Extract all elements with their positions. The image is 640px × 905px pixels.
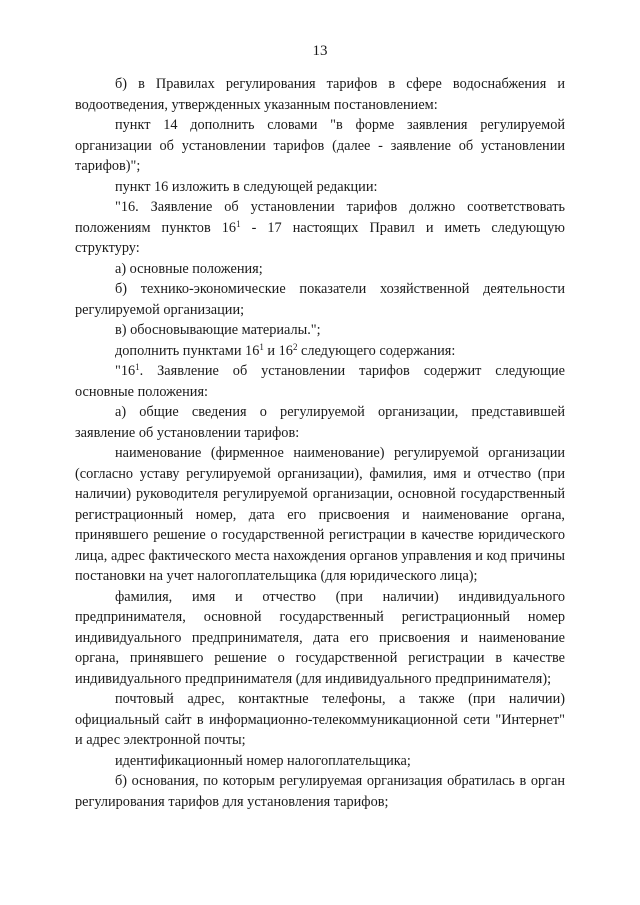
superscript: 1	[259, 341, 264, 352]
paragraph: а) основные положения;	[115, 260, 263, 277]
paragraph: фамилия, имя и отчество (при наличии) индивидуального предпринимателя, основной государственный регистрационный номер индивидуального предпринимателя, дата его присвоения и наименование органа, принявшего решение о государственной регистрации в качестве индивидуального предпринимателя (для индивидуального предпринимателя);	[75, 588, 565, 687]
superscript: 1	[135, 362, 140, 372]
paragraph: пункт 14 дополнить словами "в форме заявления регулируемой организации об установлении тарифов (далее - заявление об установлении тарифов)";	[75, 117, 565, 174]
paragraph: дополнить пунктами $16^1$ и $16^2$ следующего содержания:	[115, 341, 456, 359]
paragraph: пункт 16 изложить в следующей редакции:	[115, 178, 378, 195]
paragraph: почтовый адрес, контактные телефоны, а также (при наличии) официальный сайт в информационно-телекоммуникационной сети "Интернет" и адрес электронной почты;	[75, 691, 565, 748]
document-body	[75, 74, 565, 812]
paragraph: б) технико-экономические показатели хозяйственной деятельности регулируемой организации;	[75, 281, 565, 318]
paragraph: в) обосновывающие материалы.";	[115, 322, 321, 338]
superscript: 1	[236, 218, 241, 229]
paragraph: идентификационный номер налогоплательщика;	[115, 752, 411, 769]
paragraph: "$16^1$. Заявление об установлении тарифов содержит следующие основные положения:	[75, 362, 565, 400]
paragraph: б) основания, по которым регулируемая организация обратилась в орган регулирования тарифов для установления тарифов;	[75, 773, 565, 810]
superscript: 2	[292, 341, 298, 352]
page-number: 13	[312, 43, 328, 59]
paragraph: "16. Заявление об установлении тарифов должно соответствовать положениям пунктов $16^1 - 17$ настоящих Правил и иметь следующую структуру:	[75, 199, 565, 256]
paragraph: наименование (фирменное наименование) регулируемой организации (согласно уставу регулируемой организации), фамилия, имя и отчество (при наличии) руководителя регулируемой организации, основной государственный регистрационный номер, дата его присвоения и наименование органа, принявшего решение о государственной регистрации в качестве юридического лица, адрес фактического места нахождения органов управления и код причины постановки на учет налогоплательщика (для юридического лица);	[75, 445, 565, 584]
paragraph: б) в Правилах регулирования тарифов в сфере водоснабжения и водоотведения, утвержденных указанным постановлением:	[75, 76, 565, 113]
paragraph: а) общие сведения о регулируемой организации, представившей заявление об установлении тарифов:	[75, 404, 565, 441]
